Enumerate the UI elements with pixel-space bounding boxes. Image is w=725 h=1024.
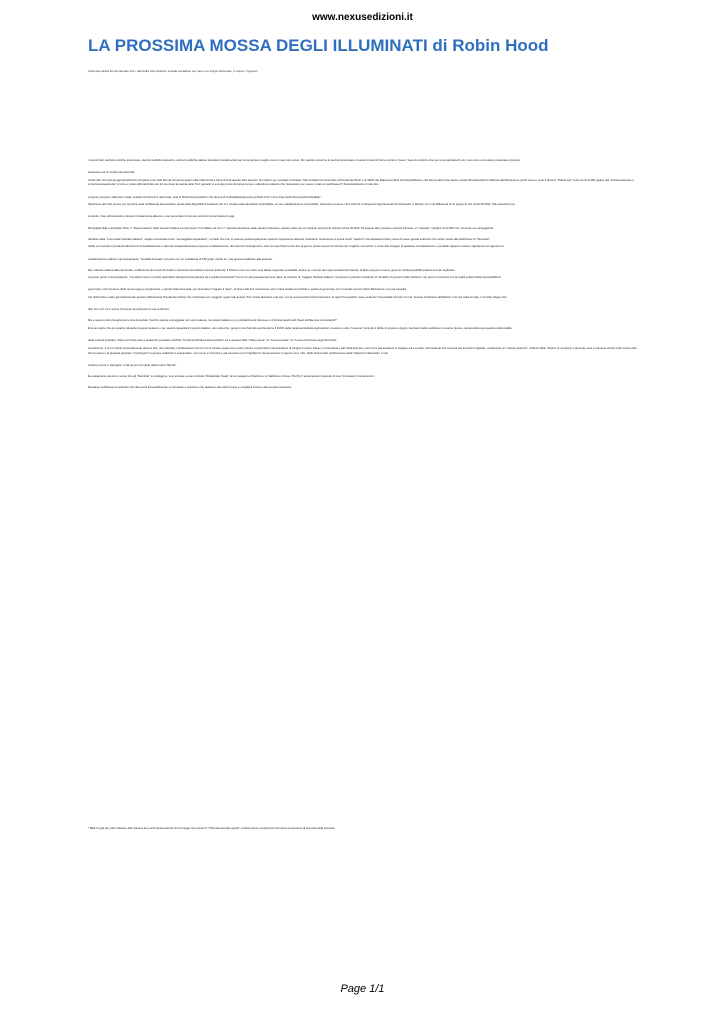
- paragraph: Restiamo nell'attesa di verificare che tali eventi inesorabilmente si compiano e speriamo che qualcuno dei lettori riesca a svegliarsi insieme alla propria coscienza.: [88, 384, 292, 389]
- paragraph: condotto i due schieramenti a dovere forzatamente allearsi e così governare di comune accordo la Germania di oggi.: [88, 214, 235, 219]
- paragraph: della volontà popolare. Siamo di fronte cioè a quella che possiamo definire "la Nuova Dittatura Democratica" ed a questa infatti "l'idea nuova", la "nuova trovata", la "nuova invenzione degli Illuminati".: [88, 338, 338, 343]
- paragraph: Accadrà poi, a cui mi duole profondamente dovervi dire, che attentati, manifestazioni (di cui non si trovano quasi mai i resti), bombe a quant'altro macchieranno di sangue il nostro Paese, la Germania e altri Stati Europei, così come già accaduto in Spagna ed a Londra, dimostrando che la teoria del terrorismo globale, ovviamente di "matrice islamica", di Bush, Blair, Sharon & company è talmente vera e presente anche nelle nostre città che la paura e la protesta popolare "costringerà" le grosse coalizioni a sospendere, così come in America e già avvenuto ed in Inghilterra* sta avvenendo in questi mesi, tutti i diritti democratici nell'interesse della "Salvezza Nazionale" e tutti: [88, 346, 637, 355]
- paragraph: Meraviglia delle meraviglie infine, il "Superenalotto" delle elezioni italiane ha riproposto "incredibile ma vero !!" identica situazione delle elezioni tedesche, questa volta con un margine ancora più ristretto (circa 25.000). Mi aspetto alle prossime elezioni francesi, un "casuale" margine di 10.000 voti, ma forse sto vaneggiando.: [88, 225, 495, 230]
- paragraph: Ma a questo punto bisogna porsi una domanda: "perché questa sceneggiata non solo tedesca, ma presto italiana e poi probabilmente francese e di chissà quanti altri Paesi dell'Europa comunitaria?".: [88, 318, 338, 323]
- paragraph: È esattamente questo lo scopo che gli "Illuminati" si prefiggono, così arrivare a quel controllo "Dittatoriale Totale" al cui paragone il Nazismo, lo Stalinismo incluso "Pol Pot" assumeranno l'aspetto di una "Crociata di Crocerossine".: [88, 373, 376, 378]
- paragraph: collaborazione politica, improvvisamente "moralità inusuale" propone con un voltafaccia di 180 gradi, anche lui, una grossa coalizione alla tedesca.: [88, 256, 273, 261]
- article-body: [88, 158, 640, 390]
- paragraph: vengono scoperti, abilmente celati, tentativi di sicurezza nazionale, tutte le libertà democratiche che da secoli contraddistinguevano gli Stati Uniti "come Faro della Democrazia Mondiale".: [88, 194, 322, 199]
- paragraph: governare; crisi di potere delle nuove leggi a compimento, e quindi nella necessità, per dovendosi "tappare il naso", di dover alla fine riconoscere che l'unica strada percorribile è quella di governare con il mortale nemico Silvio Berlusconi e la sua squadra.: [88, 287, 407, 292]
- paragraph: È bene capire che per quanto riguarda il popolo tedesco e per quanto riguarderà il popolo italiano, una volta che i governi così formati esprimeranno il 100% della rappresentatività degli elettori, nessuno e dico "nessuno" avrà più il diritto di opporsi a leggi e decisioni della coalizione in quanto piena e democratica espressione della totalità: [88, 326, 512, 331]
- paragraph: Situazione del tutto nuova, per la prima volta nell'Europa democratica, quella della Repubblica Tedesca che si è trovata nella altrettanto improbabile, se non statisticamente impossibile, situazione di avere i due blocchi contrapposti rappresentati da Schroeder e Merkel, con una differenza di un pugno di voti (circa 50.000). Tale situazione ha: [88, 202, 515, 207]
- paragraph: dice che non c'è 2 senza 3 troverà nuovamente la sua conferma.: [88, 307, 170, 312]
- paragraph: Infatti, pur avendo il perdente Berlusconi immediatamente e dal tutto inaspettatamente proposto un'alleanza tra i due blocchi contrapposti e cioè con quel blocco che fino al giorno prima era per lui formato da "cogliòni, comunisti" e come tale indegno di qualsiasi considerazione e possibile rapporto umano, figuriamoci un rapporto di: [88, 244, 504, 249]
- paragraph: saranno pronti a "delegare" a tali governi la tutela della nostra "libertà".: [88, 362, 177, 367]
- paragraph: I recenti fatti: elezioni politiche americane, elezioni politiche tedesche, elezioni politiche italiane diventano fondamentali per comprendere meglio come il caso non esiste. Per quanto concerne le elezioni americane ci siamo trovati di fronte al primo "nuovo" caso di elezioni vinte per una manciata di voti, così come sono state presentate al popolo: [88, 158, 520, 162]
- footnote: * Blair ha già più volte richiesto alla Camera dei Lordi l'approvazione di una legge che autorizzi "Tribunali speciali segreti" con/ammesso compimento di tortura ed assenza di avvocati degli accusati.: [88, 826, 336, 830]
- page-number: Page 1/1: [340, 983, 385, 995]
- article-subtitle: Chiunque abbia finora pensato che i fatti della vita politica e sociale accadano per caso si è troppo illuminato, è troppo "ingenuo".: [88, 69, 259, 73]
- paragraph: Variante della "Commedia Teatrale Italiana", meglio conosciuta come "sceneggiata napoletana", è il fatto che non si potesse pedissequamente ripetere l'esperienza tedesca: dobbiamo riconoscere a questi nostri "padroni" una fantasia fervida, piena di nuove geniali soluzioni che rende merito alla definizione di "Illuminati".: [88, 236, 491, 241]
- paragraph: Inutile dire che tutti gli approfondimenti comparsi sono stati fatti da numerosi autori sulla truffa di tali e forse chissà quante altre elezioni. Noi diamo per scontato il risultato. Tale risultato ha consentito al Presidente Bush e al 100% dei Rappresentanti dei Repubblicani e dei Democratici (che hanno votato all'unanimità) di ratificare definitivamente pochi mesi or sono il famoso "Patriot Act": testo di circa 300 pagine già "misteriosamente e contemporaneamente" pronto e votato all'unanimità solo 24 ore dopo la caduta delle Torri gemelle (o era già pronto da lungo tempo e attendeva soltanto che l'occasione per essere votato si realizzasse?) Sostanzialmente in tale Atto: [88, 177, 634, 187]
- paragraph: Ciò d'altronde è stato già chiaramente asserito dall'uscente Presidente Ciampi che rimarcava con maggiori regole tale ipotesi, fino a farla diventare una tesi, con la sua presente futura rielezione. E quindi ha qualche mese vedremo l'inesorabile formarsi di una "Grossa Coalizione all'italiana" e fin qui nulla di male, il vecchio adagio che: [88, 295, 507, 300]
- paragraph: A questo punto vi domanderete: "ma allora come è perché assimilarci all'esperienza tedesca ed a quella americana?" Come ho già precedentemente detto, la variante di "maggior fantasia italiana" comporta un periodo transitorio di "tentativo di governo dello Sinistra" che però si scontrerà con la realtà pratica della impossibilità di: [88, 275, 501, 280]
- article-title: LA PROSSIMA MOSSA DEGLI ILLUMINATI di Robin Hood: [88, 36, 549, 55]
- paragraph: Ma, variante italiana alla commedia, a differenza dei nostri più fedeli e nazionali consolidarsi europei tedeschi, il Prodi in coro con tutti i suoi alleati nega tale possibilità, anche se i numeri dei rappresentanti del Senato di fatto porgono il nuovo governo nell'impossibilità pratica di poter legiferare.: [88, 267, 456, 272]
- site-url[interactable]: www.nexusedizioni.it: [312, 12, 413, 23]
- paragraph: americano ed ai media internazionali.: [88, 170, 136, 175]
